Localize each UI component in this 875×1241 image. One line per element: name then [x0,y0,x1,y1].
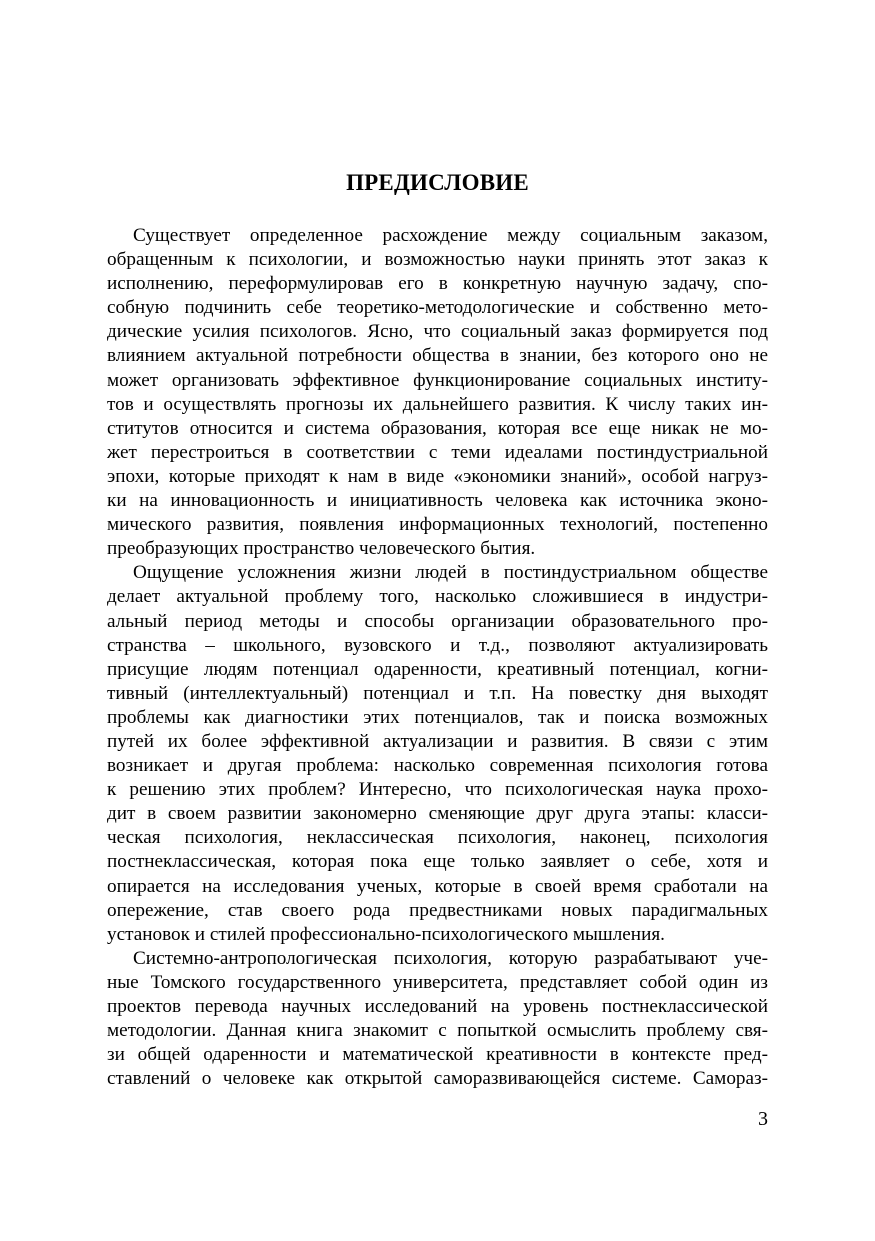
text-line: жет перестроиться в соответствии с теми идеалами постиндустриальной [107,441,768,463]
text-line: дические усилия психологов. Ясно, что социальный заказ формируется под [107,321,768,343]
text-line: установок и стилей профессионально-психологического мышления. [107,923,665,945]
body-text [107,224,768,1091]
text-line: Ощущение усложнения жизни людей в постиндустриальном обществе [133,562,768,584]
text-line: обращенным к психологии, и возможностью науки принять этот заказ к [107,249,768,271]
text-line: проблемы как диагностики этих потенциалов, так и поиска возможных [107,706,768,728]
text-line: мического развития, появления информационных технологий, постепенно [107,514,768,536]
text-line: тов и осуществлять прогнозы их дальнейшего развития. К числу таких ин- [107,393,768,415]
paragraph-1 [107,224,768,561]
text-line: возникает и другая проблема: насколько современная психология готова [107,755,768,777]
text-line: путей их более эффективной актуализации и развития. В связи с этим [107,730,768,752]
text-line: странства – школьного, вузовского и т.д., позволяют актуализировать [107,634,768,656]
text-line: постнеклассическая, которая пока еще только заявляет о себе, хотя и [107,851,768,873]
text-line: тивный (интеллектуальный) потенциал и т.п. На повестку дня выходят [107,682,768,704]
text-line: методологии. Данная книга знакомит с попыткой осмыслить проблему свя- [107,1020,768,1042]
text-line: делает актуальной проблему того, насколько сложившиеся в индустри- [107,586,768,608]
text-line: ные Томского государственного университета, представляет собой один из [107,971,768,993]
text-line: исполнению, переформулировав его в конкретную научную задачу, спо- [107,273,768,295]
text-line: Системно-антропологическая психология, которую разрабатывают уче- [133,947,768,969]
text-line: альный период методы и способы организации образовательного про- [107,610,768,632]
page-title: ПРЕДИСЛОВИЕ [346,170,529,195]
text-line: может организовать эффективное функционирование социальных институ- [107,369,768,391]
text-line: ставлений о человеке как открытой саморазвивающейся системе. Самораз- [107,1068,768,1090]
text-line: преобразующих пространство человеческого бытия. [107,538,536,560]
text-line: Существует определенное расхождение между социальным заказом, [133,225,768,246]
text-line: ческая психология, неклассическая психология, наконец, психология [107,827,768,849]
text-line: влиянием актуальной потребности общества в знании, без которого оно не [107,345,768,367]
page-number: 3 [758,1108,768,1130]
text-line: опирается на исследования ученых, которые в своей время сработали на [107,875,768,897]
paragraph-2 [107,561,768,947]
text-line: к решению этих проблем? Интересно, что психологическая наука прохо- [107,779,768,801]
text-line: проектов перевода научных исследований на уровень постнеклассической [107,996,768,1017]
paragraph-3 [107,947,768,1092]
text-line: эпохи, которые приходят к нам в виде «экономики знаний», особой нагруз- [107,465,768,487]
text-line: собную подчинить себе теоретико-методологические и собственно мето- [107,297,768,319]
text-line: опережение, став своего рода предвестниками новых парадигмальных [107,899,768,921]
text-line: дит в своем развитии закономерно сменяющие друг друга этапы: класси- [107,803,768,825]
text-line: ки на инновационность и инициативность человека как источника эконо- [107,490,768,512]
text-line: зи общей одаренности и математической креативности в контексте пред- [107,1044,768,1066]
text-line: присущие людям потенциал одаренности, креативный потенциал, когни- [107,658,768,680]
text-line: ститутов относится и система образования, которая все еще никак не мо- [107,417,768,439]
